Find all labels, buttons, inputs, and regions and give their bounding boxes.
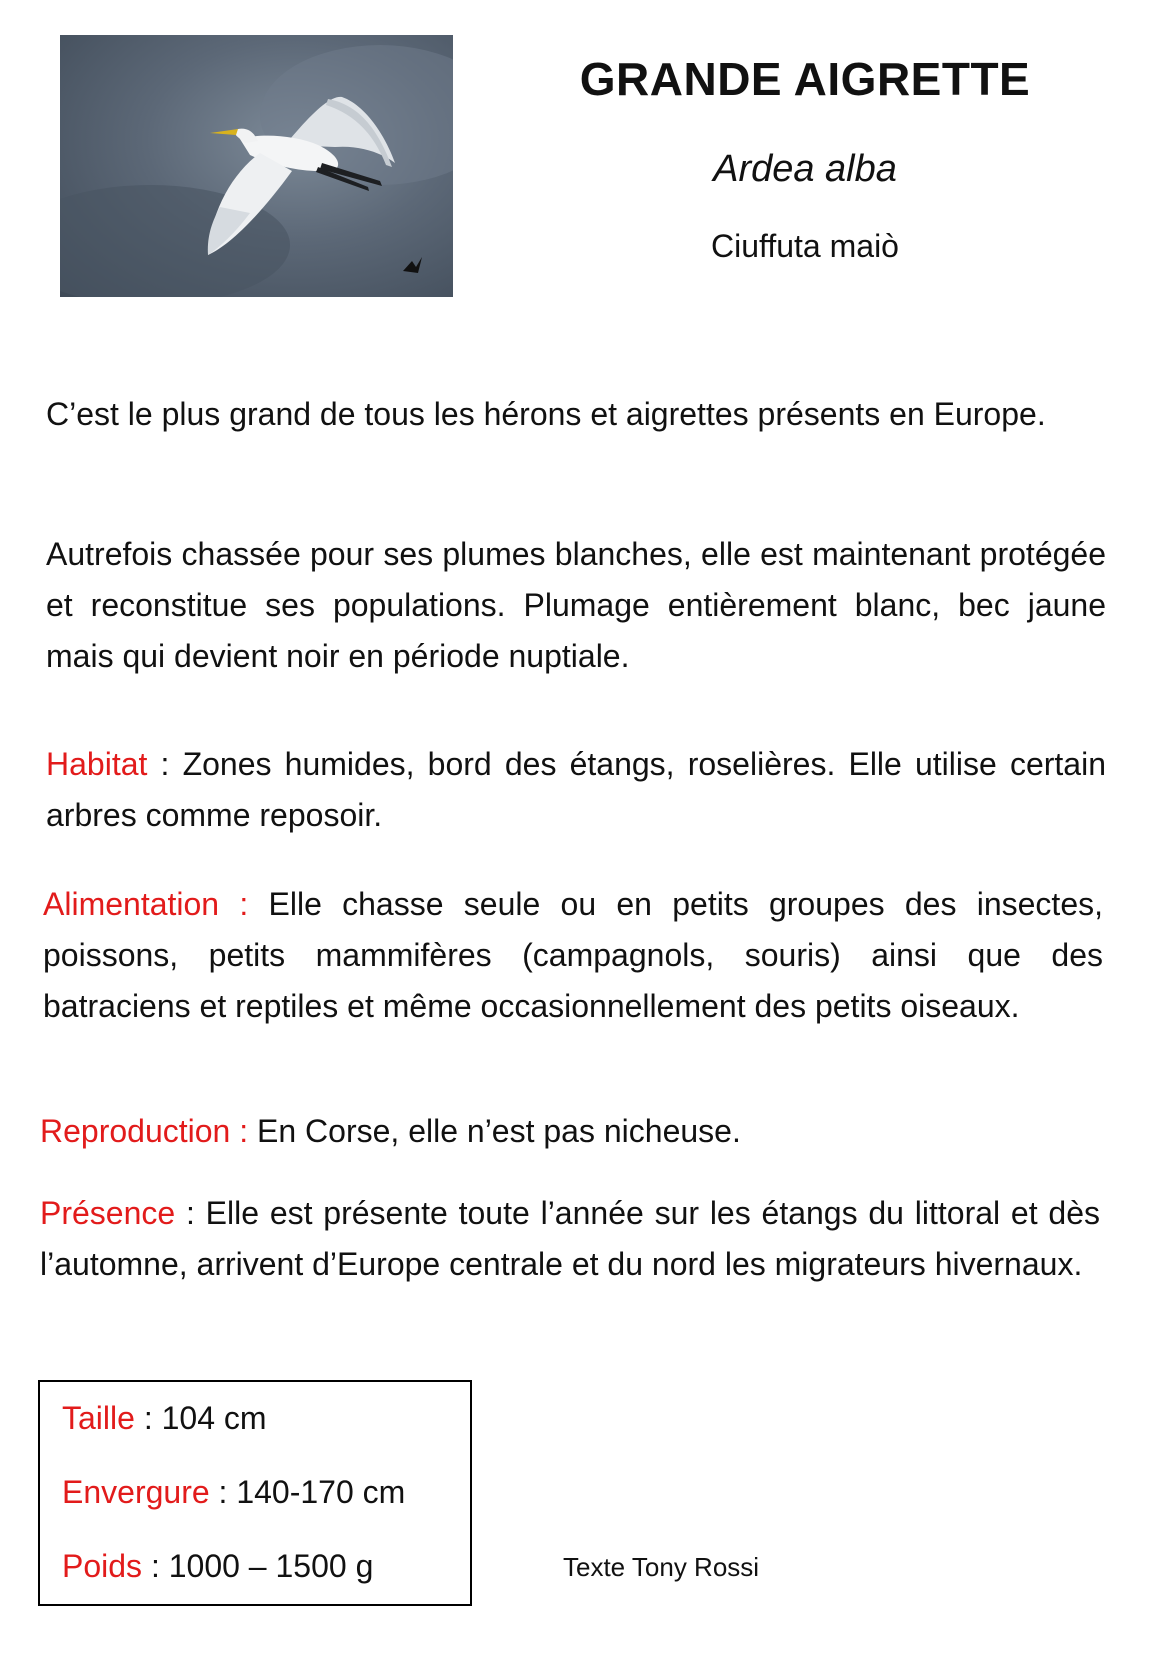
poids-label: Poids	[62, 1548, 143, 1584]
page-title: GRANDE AIGRETTE	[579, 53, 1031, 105]
envergure-value: : 140-170 cm	[209, 1474, 406, 1510]
habitat-section	[46, 739, 1106, 841]
egret-illustration	[60, 35, 453, 297]
presence-text: : Elle est présente toute l’année sur les étangs du littoral et dès l’automne, arrivent d’Europe centrale et du nord les migrateurs hivernaux.	[40, 1195, 1100, 1282]
alimentation-section	[43, 879, 1103, 1032]
reproduction-section	[40, 1106, 1100, 1157]
envergure-label: Envergure	[62, 1474, 210, 1510]
reproduction-text: En Corse, elle n’est pas nicheuse.	[248, 1113, 741, 1149]
intro-paragraph-1: C’est le plus grand de tous les hérons et aigrettes présents en Europe.	[46, 396, 1046, 432]
presence-label: Présence	[40, 1195, 176, 1231]
author-credit: Texte Tony Rossi	[563, 1552, 760, 1582]
intro-paragraph-2: Autrefois chassée pour ses plumes blanches, elle est maintenant protégée et reconstitue ses populations. Plumage entièrement blanc, bec jaune mais qui devient noir en période nuptiale.	[46, 536, 1106, 674]
taille-label: Taille	[62, 1400, 135, 1436]
egret-photo	[60, 35, 453, 297]
corsican-name: Ciuffuta maiò	[711, 228, 899, 264]
stat-envergure	[62, 1474, 405, 1511]
poids-value: : 1000 – 1500 g	[142, 1548, 374, 1584]
stat-poids	[62, 1548, 373, 1585]
stat-taille	[62, 1400, 267, 1437]
presence-section	[40, 1188, 1100, 1290]
reproduction-label: Reproduction :	[40, 1113, 249, 1149]
habitat-label: Habitat	[46, 746, 148, 782]
habitat-text: : Zones humides, bord des étangs, roselières. Elle utilise certain arbres comme reposoir.	[46, 746, 1106, 833]
taille-value: : 104 cm	[134, 1400, 267, 1436]
alimentation-label: Alimentation :	[43, 886, 249, 922]
measurements-box	[38, 1380, 472, 1606]
alimentation-text: Elle chasse seule ou en petits groupes des insectes, poissons, petits mammifères (campagnols, souris) ainsi que des batraciens et reptiles et même occasionnellement des petits oiseaux.	[43, 886, 1104, 1024]
scientific-name: Ardea alba	[713, 148, 897, 190]
